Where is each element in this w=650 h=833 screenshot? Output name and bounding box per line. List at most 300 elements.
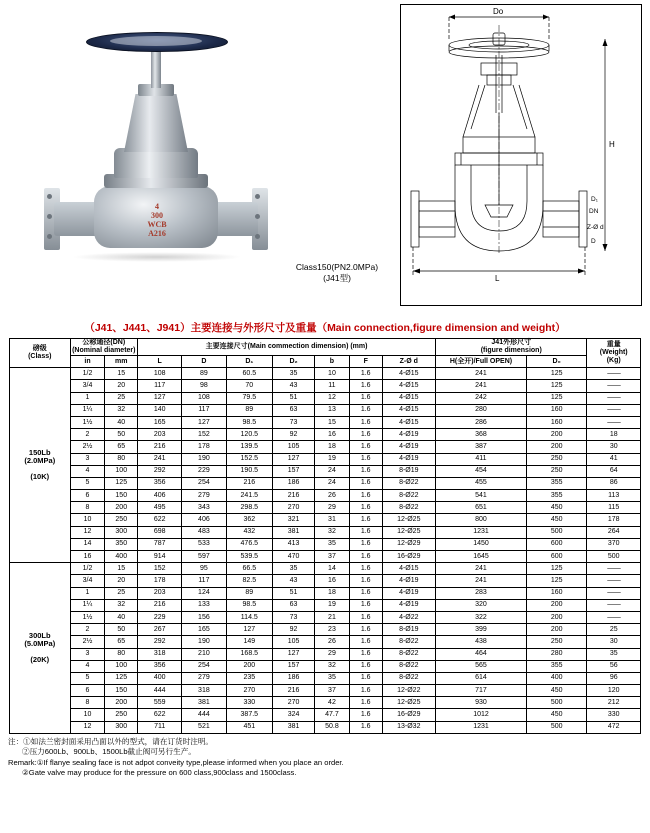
cell-F: 1.6 (349, 636, 382, 648)
cell-L: 292 (138, 465, 182, 477)
cell-D: 124 (182, 587, 226, 599)
cell-D2: 63 (273, 404, 315, 416)
cell-Z: 4-Ø15 (382, 563, 436, 575)
cell-in: 1½ (70, 416, 105, 428)
cell-in: 12 (70, 526, 105, 538)
cell-D1: 216 (226, 477, 273, 489)
cell-D0: 500 (526, 697, 587, 709)
header-weight-en: (Weight) (599, 349, 628, 357)
header-D0: D₀ (526, 356, 587, 368)
cell-D0: 250 (526, 453, 587, 465)
cell-D1: 168.5 (226, 648, 273, 660)
cell-mm: 50 (105, 429, 138, 441)
cell-mm: 150 (105, 685, 138, 697)
cell-L: 152 (138, 563, 182, 575)
cell-W: 178 (587, 514, 641, 526)
cell-D0: 500 (526, 721, 587, 733)
cell-D2: 73 (273, 611, 315, 623)
cell-b: 18 (314, 441, 349, 453)
cell-H: 1645 (436, 551, 527, 563)
cell-D1: 451 (226, 721, 273, 733)
cell-L: 267 (138, 624, 182, 636)
cell-W: —— (587, 563, 641, 575)
header-class (10, 339, 71, 368)
cell-D0: 250 (526, 465, 587, 477)
cell-L: 292 (138, 636, 182, 648)
cell-W: 35 (587, 648, 641, 660)
cell-in: 14 (70, 538, 105, 550)
class-group-cell (10, 368, 71, 563)
cell-D0: 280 (526, 648, 587, 660)
cell-D0: 500 (526, 526, 587, 538)
cell-D1: 139.5 (226, 441, 273, 453)
cell-D1: 98.5 (226, 416, 273, 428)
table-row (10, 587, 641, 599)
caption-class: Class150(PN2.0MPa) (295, 262, 379, 272)
cell-b: 29 (314, 502, 349, 514)
drawing-svg (401, 5, 639, 303)
cell-W: 370 (587, 538, 641, 550)
cell-W: 115 (587, 502, 641, 514)
class-group-line: (20K) (30, 655, 50, 664)
cell-W: 472 (587, 721, 641, 733)
cell-D: 127 (182, 416, 226, 428)
cell-W: 41 (587, 453, 641, 465)
cell-mm: 32 (105, 599, 138, 611)
cell-b: 32 (314, 526, 349, 538)
cell-F: 1.6 (349, 575, 382, 587)
cell-L: 787 (138, 538, 182, 550)
header-F: F (349, 356, 382, 368)
cell-Z: 4-Ø19 (382, 441, 436, 453)
cell-in: 8 (70, 502, 105, 514)
cell-D1: 432 (226, 526, 273, 538)
cell-D1: 114.5 (226, 611, 273, 623)
cell-Z: 12-Ø22 (382, 685, 436, 697)
cell-mm: 15 (105, 563, 138, 575)
cell-D0: 600 (526, 551, 587, 563)
cell-Z: 8-Ø19 (382, 465, 436, 477)
cell-H: 541 (436, 490, 527, 502)
cell-Z: 4-Ø19 (382, 575, 436, 587)
table-row (10, 624, 641, 636)
header-weight-unit: (Kg) (606, 357, 621, 365)
table-row (10, 648, 641, 660)
cell-D2: 216 (273, 490, 315, 502)
table-body (10, 368, 641, 734)
cell-D2: 35 (273, 563, 315, 575)
cell-F: 1.6 (349, 599, 382, 611)
cell-Z: 8-Ø22 (382, 502, 436, 514)
table-header-row-2 (10, 356, 641, 368)
cell-D: 165 (182, 624, 226, 636)
cell-mm: 250 (105, 709, 138, 721)
cell-D: 444 (182, 709, 226, 721)
valve-photo (38, 6, 274, 306)
cell-mm: 200 (105, 697, 138, 709)
cell-D: 117 (182, 575, 226, 587)
cell-W: 64 (587, 465, 641, 477)
cell-W: 30 (587, 636, 641, 648)
cell-F: 1.6 (349, 441, 382, 453)
cell-W: —— (587, 380, 641, 392)
cell-D0: 125 (526, 368, 587, 380)
remark-block (8, 737, 650, 779)
class-group-line: 150Lb (28, 448, 51, 458)
cell-D2: 381 (273, 526, 315, 538)
cell-mm: 65 (105, 636, 138, 648)
cell-L: 241 (138, 453, 182, 465)
cell-W: 113 (587, 490, 641, 502)
cell-F: 1.6 (349, 611, 382, 623)
cell-H: 241 (436, 368, 527, 380)
cell-D2: 105 (273, 636, 315, 648)
cell-Z: 12-Ø25 (382, 514, 436, 526)
cell-mm: 20 (105, 380, 138, 392)
cell-Z: 4-Ø15 (382, 392, 436, 404)
cell-b: 19 (314, 453, 349, 465)
cell-D: 533 (182, 538, 226, 550)
cell-D2: 413 (273, 538, 315, 550)
header-D: D (182, 356, 226, 368)
flange-bolt-icon (47, 194, 52, 199)
cell-D: 152 (182, 429, 226, 441)
cell-W: 500 (587, 551, 641, 563)
cell-in: 6 (70, 490, 105, 502)
cell-in: 4 (70, 465, 105, 477)
cell-mm: 200 (105, 502, 138, 514)
cell-H: 1231 (436, 526, 527, 538)
cell-W: —— (587, 587, 641, 599)
cell-b: 10 (314, 368, 349, 380)
cell-F: 1.6 (349, 709, 382, 721)
cell-L: 711 (138, 721, 182, 733)
cell-L: 117 (138, 380, 182, 392)
cell-D1: 298.5 (226, 502, 273, 514)
cell-F: 1.6 (349, 502, 382, 514)
cell-F: 1.6 (349, 404, 382, 416)
cell-D0: 355 (526, 490, 587, 502)
cell-W: 86 (587, 477, 641, 489)
cell-b: 19 (314, 599, 349, 611)
cell-in: 1¼ (70, 404, 105, 416)
cell-D: 108 (182, 392, 226, 404)
cell-D2: 324 (273, 709, 315, 721)
cell-Z: 8-Ø22 (382, 672, 436, 684)
cell-Z: 4-Ø19 (382, 453, 436, 465)
cell-H: 368 (436, 429, 527, 441)
cell-D0: 125 (526, 563, 587, 575)
header-class-en: (Class) (28, 353, 52, 361)
cell-in: 16 (70, 551, 105, 563)
cell-D0: 450 (526, 685, 587, 697)
cell-L: 444 (138, 685, 182, 697)
cell-D1: 89 (226, 587, 273, 599)
cell-mm: 400 (105, 551, 138, 563)
body-marking-standard: A216 (148, 229, 166, 238)
cell-b: 35 (314, 538, 349, 550)
cell-H: 320 (436, 599, 527, 611)
cell-Z: 16-Ø29 (382, 551, 436, 563)
header-b: b (314, 356, 349, 368)
cell-mm: 125 (105, 477, 138, 489)
cell-H: 454 (436, 465, 527, 477)
header-main-connection: 主要连接尺寸(Main commection dimension) (mm) (138, 339, 436, 356)
cell-D2: 216 (273, 685, 315, 697)
cell-F: 1.6 (349, 465, 382, 477)
cell-Z: 8-Ø22 (382, 490, 436, 502)
table-header-row-1 (10, 339, 641, 356)
cell-D1: 79.5 (226, 392, 273, 404)
cell-W: —— (587, 416, 641, 428)
table-row (10, 441, 641, 453)
table-row (10, 636, 641, 648)
cell-b: 47.7 (314, 709, 349, 721)
cell-F: 1.6 (349, 624, 382, 636)
cell-b: 29 (314, 648, 349, 660)
header-L: L (138, 356, 182, 368)
cell-F: 1.6 (349, 429, 382, 441)
cell-D2: 157 (273, 660, 315, 672)
cell-D: 229 (182, 465, 226, 477)
flange-bolt-icon (255, 194, 260, 199)
cell-L: 178 (138, 575, 182, 587)
drawing-caption (272, 262, 402, 284)
cell-D1: 120.5 (226, 429, 273, 441)
header-weight-cn: 重量 (606, 341, 621, 349)
cell-D1: 270 (226, 685, 273, 697)
cell-b: 24 (314, 465, 349, 477)
cell-H: 565 (436, 660, 527, 672)
cell-in: 2½ (70, 441, 105, 453)
cell-mm: 65 (105, 441, 138, 453)
cell-b: 21 (314, 611, 349, 623)
cell-in: 2½ (70, 636, 105, 648)
cell-F: 1.6 (349, 697, 382, 709)
cell-Z: 4-Ø22 (382, 611, 436, 623)
cell-in: 2 (70, 429, 105, 441)
cell-W: 264 (587, 526, 641, 538)
cell-D: 343 (182, 502, 226, 514)
table-row (10, 685, 641, 697)
cell-F: 1.6 (349, 563, 382, 575)
cell-D1: 235 (226, 672, 273, 684)
cell-L: 559 (138, 697, 182, 709)
remark-cn-2: ②压力600Lb、900Lb、1500Lb截止阀可另行生产。 (22, 747, 196, 757)
svg-text:DN: DN (589, 208, 599, 215)
cell-W: 120 (587, 685, 641, 697)
cell-W: —— (587, 368, 641, 380)
cell-W: —— (587, 392, 641, 404)
cell-Z: 12-Ø25 (382, 526, 436, 538)
table-row (10, 502, 641, 514)
cell-F: 1.6 (349, 551, 382, 563)
cell-L: 356 (138, 660, 182, 672)
body-marking-material: WCB (147, 220, 167, 229)
cell-F: 1.6 (349, 660, 382, 672)
cell-D: 279 (182, 672, 226, 684)
cell-D0: 200 (526, 429, 587, 441)
table-row (10, 563, 641, 575)
header-fig-cn: J41外形尺寸 (491, 339, 532, 346)
header-in: in (70, 356, 105, 368)
cell-b: 11 (314, 380, 349, 392)
cell-D2: 186 (273, 672, 315, 684)
cell-Z: 4-Ø15 (382, 380, 436, 392)
valve-bonnet (114, 148, 198, 178)
cell-mm: 25 (105, 392, 138, 404)
header-Z-d: Z-Ø d (382, 356, 436, 368)
cell-H: 286 (436, 416, 527, 428)
cell-Z: 8-Ø22 (382, 477, 436, 489)
cell-D: 381 (182, 697, 226, 709)
cell-D2: 270 (273, 697, 315, 709)
cell-D2: 127 (273, 648, 315, 660)
cell-D: 117 (182, 404, 226, 416)
cell-in: 3 (70, 648, 105, 660)
cell-H: 455 (436, 477, 527, 489)
cell-b: 37 (314, 685, 349, 697)
table-row (10, 538, 641, 550)
cell-D: 178 (182, 441, 226, 453)
svg-text:Do: Do (493, 7, 504, 16)
cell-Z: 4-Ø15 (382, 368, 436, 380)
cell-in: 8 (70, 697, 105, 709)
table-row (10, 429, 641, 441)
cell-L: 108 (138, 368, 182, 380)
cell-D0: 200 (526, 441, 587, 453)
cell-D: 190 (182, 453, 226, 465)
cell-b: 12 (314, 392, 349, 404)
cell-W: —— (587, 404, 641, 416)
valve-stem (151, 48, 161, 88)
cell-Z: 8-Ø19 (382, 624, 436, 636)
cell-F: 1.6 (349, 514, 382, 526)
cell-mm: 300 (105, 526, 138, 538)
cell-b: 14 (314, 563, 349, 575)
cell-b: 16 (314, 575, 349, 587)
cell-D1: 70 (226, 380, 273, 392)
cell-b: 26 (314, 490, 349, 502)
cell-D0: 355 (526, 477, 587, 489)
table-row (10, 575, 641, 587)
flange-bolt-icon (255, 234, 260, 239)
svg-text:Z-Ø d: Z-Ø d (587, 224, 604, 231)
header-D2: D₂ (273, 356, 315, 368)
cell-b: 18 (314, 587, 349, 599)
body-marking-size: 4 (155, 202, 159, 211)
cell-D1: 387.5 (226, 709, 273, 721)
cell-D0: 600 (526, 538, 587, 550)
table-row (10, 672, 641, 684)
cell-D: 254 (182, 660, 226, 672)
header-mm: mm (105, 356, 138, 368)
cell-W: —— (587, 575, 641, 587)
cell-W: 18 (587, 429, 641, 441)
cell-in: 3 (70, 453, 105, 465)
table-row (10, 477, 641, 489)
table-row (10, 551, 641, 563)
cell-mm: 50 (105, 624, 138, 636)
cell-in: 1 (70, 392, 105, 404)
cell-mm: 15 (105, 368, 138, 380)
cell-H: 1231 (436, 721, 527, 733)
cell-L: 203 (138, 429, 182, 441)
caption-model: (J41型) (323, 273, 351, 283)
header-D1: D₁ (226, 356, 273, 368)
specification-table (9, 338, 641, 734)
cell-F: 1.6 (349, 368, 382, 380)
cell-D2: 63 (273, 599, 315, 611)
cell-D2: 321 (273, 514, 315, 526)
flange-bolt-icon (47, 214, 52, 219)
cell-b: 13 (314, 404, 349, 416)
table-row (10, 404, 641, 416)
cell-L: 400 (138, 672, 182, 684)
cell-D0: 160 (526, 416, 587, 428)
header-weight (587, 339, 641, 368)
cell-in: 1 (70, 587, 105, 599)
table-row (10, 453, 641, 465)
cell-mm: 250 (105, 514, 138, 526)
cell-H: 283 (436, 587, 527, 599)
cell-b: 35 (314, 672, 349, 684)
cell-L: 203 (138, 587, 182, 599)
cell-D: 279 (182, 490, 226, 502)
cell-D0: 200 (526, 611, 587, 623)
cell-b: 24 (314, 477, 349, 489)
cell-L: 127 (138, 392, 182, 404)
cell-D1: 330 (226, 697, 273, 709)
cell-W: 30 (587, 441, 641, 453)
cell-D: 406 (182, 514, 226, 526)
cell-b: 32 (314, 660, 349, 672)
cell-L: 216 (138, 599, 182, 611)
cell-in: 1/2 (70, 368, 105, 380)
svg-text:L: L (495, 274, 500, 283)
cell-b: 50.8 (314, 721, 349, 733)
cell-D: 254 (182, 477, 226, 489)
cell-in: 1¼ (70, 599, 105, 611)
cell-H: 241 (436, 575, 527, 587)
cell-Z: 16-Ø29 (382, 709, 436, 721)
cell-D1: 190.5 (226, 465, 273, 477)
cell-D2: 381 (273, 721, 315, 733)
cell-b: 15 (314, 416, 349, 428)
cell-D2: 51 (273, 587, 315, 599)
cell-Z: 12-Ø25 (382, 697, 436, 709)
cell-F: 1.6 (349, 721, 382, 733)
cell-D2: 92 (273, 429, 315, 441)
cell-D0: 125 (526, 392, 587, 404)
header-fig-en: (figure dimension) (480, 347, 542, 354)
cell-D1: 98.5 (226, 599, 273, 611)
cell-F: 1.6 (349, 453, 382, 465)
cell-b: 16 (314, 429, 349, 441)
valve-yoke (124, 94, 188, 152)
cell-mm: 100 (105, 660, 138, 672)
cell-b: 23 (314, 624, 349, 636)
cell-H: 241 (436, 563, 527, 575)
cell-H: 399 (436, 624, 527, 636)
cell-H: 241 (436, 380, 527, 392)
table-row (10, 416, 641, 428)
cell-D: 210 (182, 648, 226, 660)
table-row (10, 721, 641, 733)
cell-mm: 300 (105, 721, 138, 733)
cell-mm: 80 (105, 453, 138, 465)
cell-F: 1.6 (349, 490, 382, 502)
